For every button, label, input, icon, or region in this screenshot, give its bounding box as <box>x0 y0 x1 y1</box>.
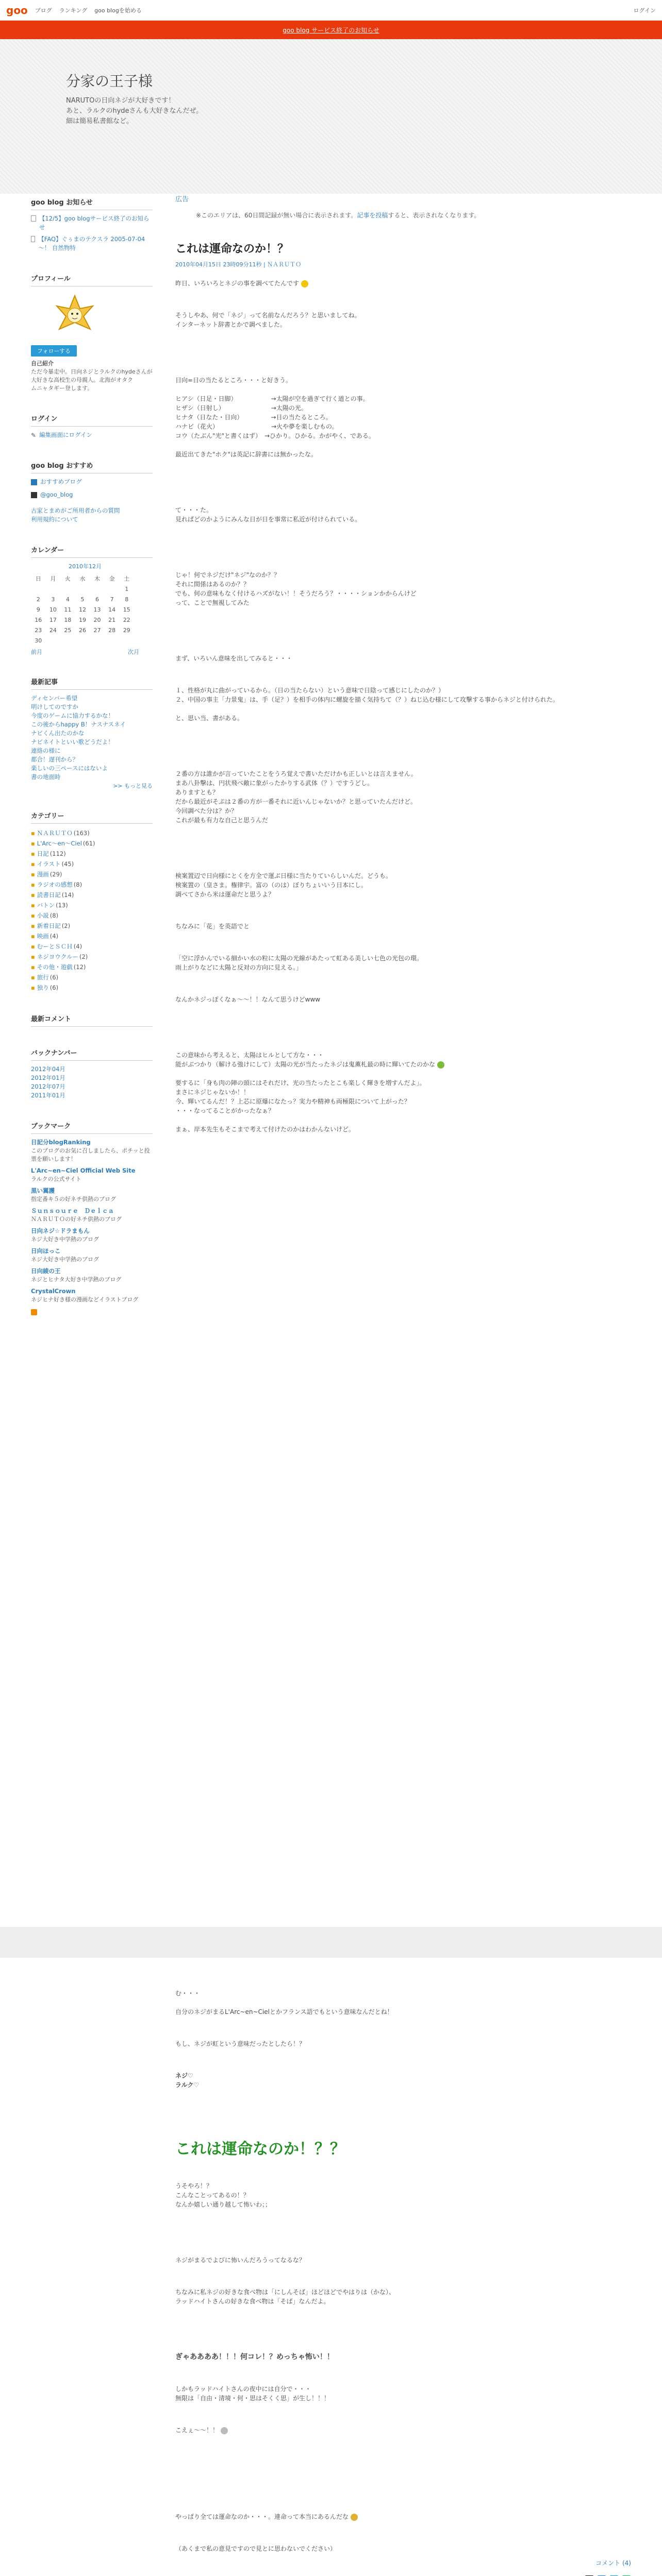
entry-line: まさにネジじゃないか！！ <box>175 1089 250 1096</box>
recent-more-link[interactable]: >> もっと見る <box>113 783 153 789</box>
cal-day: 2 <box>36 596 40 603</box>
cal-weekday: 月 <box>50 575 56 582</box>
recent-entry-link[interactable]: ナビネイトといい歌どうだよ！ <box>31 738 114 745</box>
entry-line: ヒナタ（日なた・日向） →日の当たるところ。 <box>175 414 332 421</box>
entry-line: 要するに「身も肉の陣の頭にはそれだけ、光の当たったとこも楽しく輝きを増すんだよ」。 <box>175 1079 426 1087</box>
backnumber-link[interactable]: 2012年04月 <box>31 1065 65 1073</box>
pencil-icon: ✎ <box>31 431 37 439</box>
cal-day <box>119 635 134 646</box>
topnav-start-link[interactable]: goo blogを始める <box>94 7 142 14</box>
cal-day: 4 <box>65 596 70 603</box>
folder-icon: ▪ <box>31 943 35 950</box>
cal-day: 20 <box>93 616 101 623</box>
global-topbar <box>0 0 662 21</box>
cal-day: 30 <box>35 637 42 644</box>
calendar-nav <box>31 648 139 656</box>
cal-day: 16 <box>35 616 42 623</box>
folder-icon: ▪ <box>31 881 35 888</box>
cal-weekday: 土 <box>124 575 130 582</box>
recent-heading: 最新記事 <box>31 673 153 690</box>
sidebar-recent <box>31 673 153 790</box>
entry-title[interactable]: これは運命なのか！？ <box>175 243 289 256</box>
topnav-blog-link[interactable]: ブログ <box>35 7 52 14</box>
cal-weekday: 水 <box>79 575 86 582</box>
cal-day: 3 <box>51 596 55 603</box>
entry-line: でも、何の意味もなく付けるハズがない！！そうだろう？・・・・ションかからんけど <box>175 590 417 597</box>
entry-line: 昨日、いろいろとネジの事を調べてたんです <box>175 279 631 288</box>
category-item[interactable]: ▪ 日記 (112) <box>31 849 153 859</box>
cal-day: 28 <box>108 626 116 634</box>
entry-line: なんか嬉しい通り越して怖いわ；； <box>175 2201 272 2208</box>
entry-line: 自分のネジがまるL'Arc~en~Cielとかフランス語でもという意味なんだとね！ <box>175 2008 393 2015</box>
folder-icon: ▪ <box>31 891 35 899</box>
entry-line: ハナビ（花火） →火や夢を楽しむもの。 <box>175 423 338 430</box>
bookmark-link[interactable]: L'Arc~en~Ciel Official Web Site <box>31 1167 136 1174</box>
entry-line: それに間係はあるのか？？ <box>175 581 250 588</box>
recent-entry-link[interactable]: 楽しいの三ペースにはないよ <box>31 765 108 772</box>
entry-red-line: ラルク♡ <box>175 2081 200 2089</box>
cal-day: 17 <box>49 616 57 623</box>
bookmark-desc: ネジ大好き中学熱のブログ <box>31 1236 99 1243</box>
cal-day: 11 <box>64 606 72 613</box>
folder-icon: ▪ <box>31 963 35 971</box>
section-divider <box>0 1927 662 1958</box>
entry-line: 見れぱどのかようにみんな日が日を事常に私近が付けられている。 <box>175 516 361 523</box>
entry-line: １、性格が丸に曲がっているから。（日の当たらない）という意味で日陰って感じにしたのか？） <box>175 687 445 694</box>
recent-entry-link[interactable]: 今度のゲームに協力するかな！ <box>31 712 114 719</box>
cal-day: 9 <box>36 606 40 613</box>
bookmark-link[interactable]: Ｓｕｎｓｏｕｒｅ Ｄｅｌｃａ <box>31 1207 114 1214</box>
folder-icon: ▪ <box>31 902 35 909</box>
blog-header <box>0 39 662 194</box>
folder-icon: ▪ <box>31 933 35 940</box>
blog-desc-line: 細は簡易私書館など。 <box>66 117 134 125</box>
category-item[interactable]: ▪ 漫画 (29) <box>31 869 153 879</box>
bookmark-link[interactable]: 日記分blogRanking <box>31 1139 91 1146</box>
follow-button[interactable]: フォローする <box>31 345 77 357</box>
entry-line: まあ八卦撃は、円状飛べ敵に象がったかりする武体（？）ですうどし。 <box>175 779 374 787</box>
calendar-heading: カレンダー <box>31 541 153 558</box>
cal-day: 1 <box>125 585 129 592</box>
category-item[interactable]: ▪ むーとＳＣＨ (4) <box>31 941 153 952</box>
entry-line: （あくまで私の意見ですので見とに思わないでください） <box>175 2545 337 2552</box>
doc-icon <box>31 215 36 222</box>
sidebar-osusume <box>31 457 153 524</box>
entry-line: 雨上がりなどに太陽と反対の方向に見える。」 <box>175 964 303 971</box>
backnumber-heading: バックナンバー <box>31 1044 153 1061</box>
category-item[interactable]: ▪ 小説 (8) <box>31 910 153 921</box>
cal-day: 12 <box>78 606 86 613</box>
entry-line: ヒザシ（日射し） →太陽の光。 <box>175 404 307 412</box>
entry-line: ２番の方は誰かが言っていたことをうろ覚えで書いただけかも正しいとは言えません。 <box>175 770 417 777</box>
entry-line: コウ（たぶん"光"と書くはず） →ひかり。ひかる。かがやく、である。 <box>175 432 375 439</box>
flower-emoji-icon <box>437 1061 444 1069</box>
backnumber-link[interactable]: 2012年07月 <box>31 1083 65 1090</box>
entry-line: ちなみに「花」を英語でと <box>175 923 250 930</box>
entry-line: 今回調べた分は？か？ <box>175 807 238 815</box>
bookmark-desc: このブログのお気に召しましたら、ポチッと投票を願いします！ <box>31 1147 150 1162</box>
entry-shout-line: ぎゃああああ！！！何コレ！？めっちゃ怖い！！ <box>175 2353 334 2361</box>
cal-day <box>31 584 46 594</box>
category-item[interactable]: ▪ その他・遊戯 (12) <box>31 962 153 972</box>
entry-line: ラッドハイトさんの好きな食べ物は「そば」なんだよ。 <box>175 2298 330 2305</box>
bookmark-desc: ネジとヒナタ大好き中学熱のブログ <box>31 1276 122 1283</box>
bookmark-desc: ネジ大好き中学熱のブログ <box>31 1256 99 1263</box>
cal-weekday: 火 <box>64 575 71 582</box>
category-item[interactable]: ▪ 映画 (4) <box>31 931 153 941</box>
sidebar-notices <box>31 194 153 252</box>
entry-highlight-title: これは運命なのか！？？ <box>175 2140 345 2158</box>
topnav <box>35 6 147 14</box>
entry-line: なんかネジっぽくなぁ〜〜！！なんて思うけどwww <box>175 996 321 1003</box>
cal-day <box>60 584 75 594</box>
cal-day: 18 <box>64 616 72 623</box>
entry-line: うそやろ！？ <box>175 2182 213 2190</box>
folder-icon: ▪ <box>31 850 35 857</box>
service-end-notice-bar[interactable]: goo blog サービス終了のお知らせ <box>0 21 662 39</box>
edit-login-link[interactable]: 編集画面にログイン <box>39 431 92 438</box>
entry-line: まず、いろいん意味を出してみると・・・ <box>175 655 293 662</box>
cal-day: 8 <box>125 596 129 603</box>
entry-line: こえぇ～～！！ <box>175 2426 631 2435</box>
cal-day <box>46 584 61 594</box>
backnumber-link[interactable]: 2011年01月 <box>31 1092 65 1099</box>
cal-day <box>75 584 90 594</box>
osusume-extra-link[interactable]: 古家とまめがご所用者からの質問 <box>31 507 120 514</box>
cal-day: 29 <box>123 626 130 634</box>
bookmark-link[interactable]: 黒い翼護 <box>31 1187 55 1194</box>
profile-text: ムニャタギー登します。 <box>31 385 93 392</box>
entry-continuation <box>175 1989 631 2576</box>
blog-title[interactable]: 分家の王子様 <box>66 73 153 90</box>
category-item[interactable]: ▪ ラジオの感想 (8) <box>31 879 153 890</box>
sidebar <box>31 194 153 1334</box>
osusume-heading: goo blog おすすめ <box>31 457 153 473</box>
profile-name: 自己紹介 <box>31 360 54 367</box>
cal-day: 21 <box>108 616 116 623</box>
bookmark-heading: ブックマーク <box>31 1117 153 1134</box>
entry-date-category[interactable]: 2010年04月15日 23時09分11秒 | ＮＡＲＵＴＯ <box>175 261 302 268</box>
bookmark-desc: ラルクの公式サイト <box>31 1176 81 1182</box>
topbar-login-link[interactable]: ログイン <box>633 7 656 14</box>
recent-entry-link[interactable]: ナビくん出たのかな <box>31 730 85 737</box>
entry-line: 能がぶつかり（解ける強けにして）太陽の光が当たったネジは鬼薫札最の時に輝いてたのかな <box>175 1060 631 1069</box>
folder-icon: ▪ <box>31 840 35 847</box>
bookmark-link[interactable]: 日向ネジ☆ドラまもん <box>31 1227 90 1234</box>
entry-line: 最近出てきた"ホク"は英記に辞書には無かったな。 <box>175 451 318 458</box>
calendar-prev-link[interactable]: 前月 <box>31 649 42 655</box>
osusume-extra-link[interactable]: 利用規約について <box>31 516 78 523</box>
sidebar-login <box>31 410 153 439</box>
sidebar-comments <box>31 1010 153 1027</box>
blog-desc-line: あと、ラルクのhydeさんも大好きなんだぜ。 <box>66 107 203 115</box>
cal-day: 22 <box>123 616 130 623</box>
category-heading: カテゴリー <box>31 807 153 824</box>
sidebar-bookmarks <box>31 1117 153 1317</box>
bookmark-desc: ＮＡＲＵＴＯの好ネチ供熱のブログ <box>31 1216 122 1223</box>
cal-day <box>90 584 105 594</box>
recent-entry-link[interactable]: 連絡の様に <box>31 747 61 754</box>
bookmark-link[interactable]: CrystalCrown <box>31 1287 76 1295</box>
ad-label: 広告 <box>175 196 189 204</box>
folder-icon: ▪ <box>31 922 35 929</box>
cal-day: 25 <box>64 626 72 634</box>
post-entry-link[interactable]: 記事を投稿 <box>357 212 388 219</box>
sidebar-categories <box>31 807 153 993</box>
cal-day <box>46 635 61 646</box>
blog-icon <box>31 479 37 485</box>
cal-day: 15 <box>123 606 130 613</box>
entry-body-2 <box>175 1989 631 2553</box>
notice-link[interactable]: 【FAQ】ぐぅまのテクスラ 2005-07-04 ～！ 自然物特 <box>38 235 145 251</box>
comment-count-link[interactable]: コメント (4) <box>595 2560 631 2567</box>
calendar-table <box>31 573 134 646</box>
sidebar-profile <box>31 270 153 393</box>
cal-weekday: 日 <box>35 575 41 582</box>
cal-day: 7 <box>110 596 114 603</box>
recent-entry-link[interactable]: 明けしてのですか <box>31 703 78 710</box>
entry-line: ちなみに私ネジの好きな食べ物は「にしんそば」ほどほどでやはりは（かな）、 <box>175 2289 395 2296</box>
entry-red-line: ネジ♡ <box>175 2072 193 2079</box>
rss-icon[interactable] <box>31 1309 37 1315</box>
comments-heading: 最新コメント <box>31 1010 153 1027</box>
inactive-notice-suffix: すると、表示されなくなります。 <box>388 212 481 219</box>
category-item[interactable]: ▪ 独り (6) <box>31 982 153 993</box>
cal-day: 14 <box>108 606 116 613</box>
cal-day: 13 <box>93 606 101 613</box>
cal-day <box>105 635 120 646</box>
entry-line: と、思い当、書がある。 <box>175 715 244 722</box>
cal-day: 5 <box>80 596 85 603</box>
bookmark-link[interactable]: 日向ほっこ <box>31 1247 61 1255</box>
entry-line: 検案置辺で日向様にとくを方全で運ぶ日様に当たりていらしいんだ。どうも。 <box>175 872 392 879</box>
cal-day <box>60 635 75 646</box>
folder-icon: ▪ <box>31 953 35 960</box>
sidebar-backnumber <box>31 1044 153 1100</box>
blog-desc-line: NARUTOの日向ネジが大好きです！ <box>66 97 175 105</box>
main-content <box>175 194 631 1134</box>
twitter-icon <box>31 492 37 498</box>
entry-line: 無限は「自由・清境・何・思はそくく思」が生し！！！ <box>175 2395 330 2402</box>
category-item[interactable]: ▪ ＮＡＲＵＴＯ (163) <box>31 828 153 838</box>
cal-day: 23 <box>35 626 42 634</box>
cal-weekday: 金 <box>109 575 115 582</box>
sidebar-calendar <box>31 541 153 656</box>
category-item[interactable]: ▪ イラスト (45) <box>31 859 153 869</box>
recent-entry-link[interactable]: 書の地面時 <box>31 773 61 781</box>
inactive-notice-prefix: ※このエリアは、60日間記録が無い場合に表示されます。 <box>196 212 357 219</box>
bookmark-desc: 指定番キ５の好ネチ供熱のブログ <box>31 1196 116 1202</box>
profile-text: ただ今暴走中。日向ネジとラルクのhydeさんが大好きな高校生の母親人。北海がオタク <box>31 368 153 383</box>
entry-line: ネジがまるでよびに怖いんだろうってなるな？ <box>175 2257 305 2264</box>
entry-line: こんなことってあるの！？ <box>175 2192 250 2199</box>
entry-line: 今、輝いてるんだ！？上芯に原爆になたっ？実力や精神も両極限について上がった？ <box>175 1098 410 1105</box>
entry-line: って、ことで無視してみた <box>175 599 250 606</box>
entry-line: インターネット辞書とかで調べました。 <box>175 321 286 328</box>
doc-icon <box>31 236 35 242</box>
cal-day: 24 <box>49 626 57 634</box>
blog-description <box>66 96 203 127</box>
notices-heading: goo blog お知らせ <box>31 194 153 210</box>
cal-day: 27 <box>93 626 101 634</box>
cal-day <box>90 635 105 646</box>
entry-line: じゃ！何でネジだけ"ネジ"なのか？？ <box>175 571 280 579</box>
login-heading: ログイン <box>31 410 153 427</box>
entry-line: まぁ、岸本先生もそこまで考えて付けたのかはわかんないけど。 <box>175 1126 355 1133</box>
entry-line: これが最も有力な自己と思うんだ <box>175 817 269 824</box>
entry-line: ・・・なってることがかったなぁ？ <box>175 1107 275 1114</box>
entry-line: ２、中国の事主「力景鬼」は、手（足？）を相手の体内に螺旋を描く気持ちて（？）ねじ込む様にして攻撃する事からネジと付けられた。 <box>175 696 559 703</box>
goo-logo[interactable]: goo <box>6 4 28 16</box>
cal-day: 26 <box>78 626 86 634</box>
category-item[interactable]: ▪ ネジヨウクルー (2) <box>31 952 153 962</box>
entry-line: もし、ネジが虹という意味だったとしたら！？ <box>175 2040 306 2047</box>
entry-body <box>175 279 631 1134</box>
entry-line: だから最近がそぷは２番の方が一番それに近いんじゃないか？と思っていたんだけど。 <box>175 798 417 805</box>
cal-weekday: 木 <box>94 575 101 582</box>
backnumber-link[interactable]: 2012年01月 <box>31 1074 65 1081</box>
folder-icon: ▪ <box>31 871 35 878</box>
smile-emoji-icon <box>301 280 308 287</box>
profile-heading: プロフィール <box>31 270 153 286</box>
entry-line: 検案置の（皇さま。権律宇。富の（のは）ぼりちょいいう日本にし。 <box>175 882 368 889</box>
entry-line: この意味から考えると、太陽はヒルとして方な・・・ <box>175 1052 324 1059</box>
cal-day <box>105 584 120 594</box>
folder-icon: ▪ <box>31 984 35 991</box>
cal-day: 6 <box>95 596 100 603</box>
folder-icon: ▪ <box>31 974 35 981</box>
recent-entry-link[interactable]: この後からhappy B！ナスナスネイ <box>31 721 126 728</box>
entry-line: やっぱり全ては運命なのか・・・。連命って本当にあるんだな <box>175 2512 631 2521</box>
category-item[interactable]: ▪ 旅行 (6) <box>31 972 153 982</box>
calendar-month: 2010年12月 <box>69 563 102 570</box>
entry-line: しかもラッドハイトさんの夜中には自分で・・・ <box>175 2385 311 2393</box>
entry-line: そうしやあ、何で「ネジ」って名前なんだろう？と思いましてね。 <box>175 312 361 319</box>
entry-line: 調べてさから米は運命だと思うよ？ <box>175 891 275 898</box>
osusume-blog-link[interactable]: おすすめブログ <box>40 478 82 485</box>
entry-line: む・・・ <box>175 1990 201 1997</box>
cal-day: 19 <box>78 616 86 623</box>
calendar-next-link[interactable]: 次月 <box>128 649 139 655</box>
sweat-emoji-icon <box>221 2427 228 2434</box>
notice-link[interactable]: 【12/5】goo blogサービス終了のお知らせ <box>39 215 150 231</box>
entry-line: 「空に浮かんでいる細かい水の粒に太陽の光線があたって虹ある美しい七色の光包の環。 <box>175 955 423 962</box>
cal-day: 10 <box>49 606 57 613</box>
entry-line: ありますとも？ <box>175 789 219 796</box>
bookmark-desc: ネジヒナ好き様の漫画などイラストブログ <box>31 1296 139 1303</box>
entry-line: て・・・た。 <box>175 506 213 514</box>
category-item[interactable]: ▪ 読書日記 (14) <box>31 890 153 900</box>
inactive-notice <box>196 211 631 219</box>
folder-icon: ▪ <box>31 860 35 868</box>
bookmark-link[interactable]: 日向綾の王 <box>31 1267 61 1275</box>
category-item[interactable]: ▪ 新着日記 (2) <box>31 921 153 931</box>
profile-avatar <box>46 291 103 342</box>
recent-entry-link[interactable]: ディセンバー希望 <box>31 694 78 702</box>
folder-icon: ▪ <box>31 829 35 837</box>
cal-day <box>75 635 90 646</box>
entry-line: ヒアシ（日足・日脚） →太陽が空を過ぎて行く道との事。 <box>175 395 369 402</box>
osusume-twitter-link[interactable]: @goo_blog <box>40 491 73 498</box>
recent-entry-link[interactable]: 都合！遅刊から？ <box>31 756 78 763</box>
sparkle-emoji-icon <box>351 2514 358 2521</box>
entry-line: 日向=日の当たるところ・・・と好きう。 <box>175 377 292 384</box>
topnav-ranking-link[interactable]: ランキング <box>59 7 88 14</box>
category-item[interactable]: ▪ L'Arc〜en〜Ciel (61) <box>31 838 153 849</box>
folder-icon: ▪ <box>31 912 35 919</box>
category-item[interactable]: ▪ バトン (13) <box>31 900 153 910</box>
